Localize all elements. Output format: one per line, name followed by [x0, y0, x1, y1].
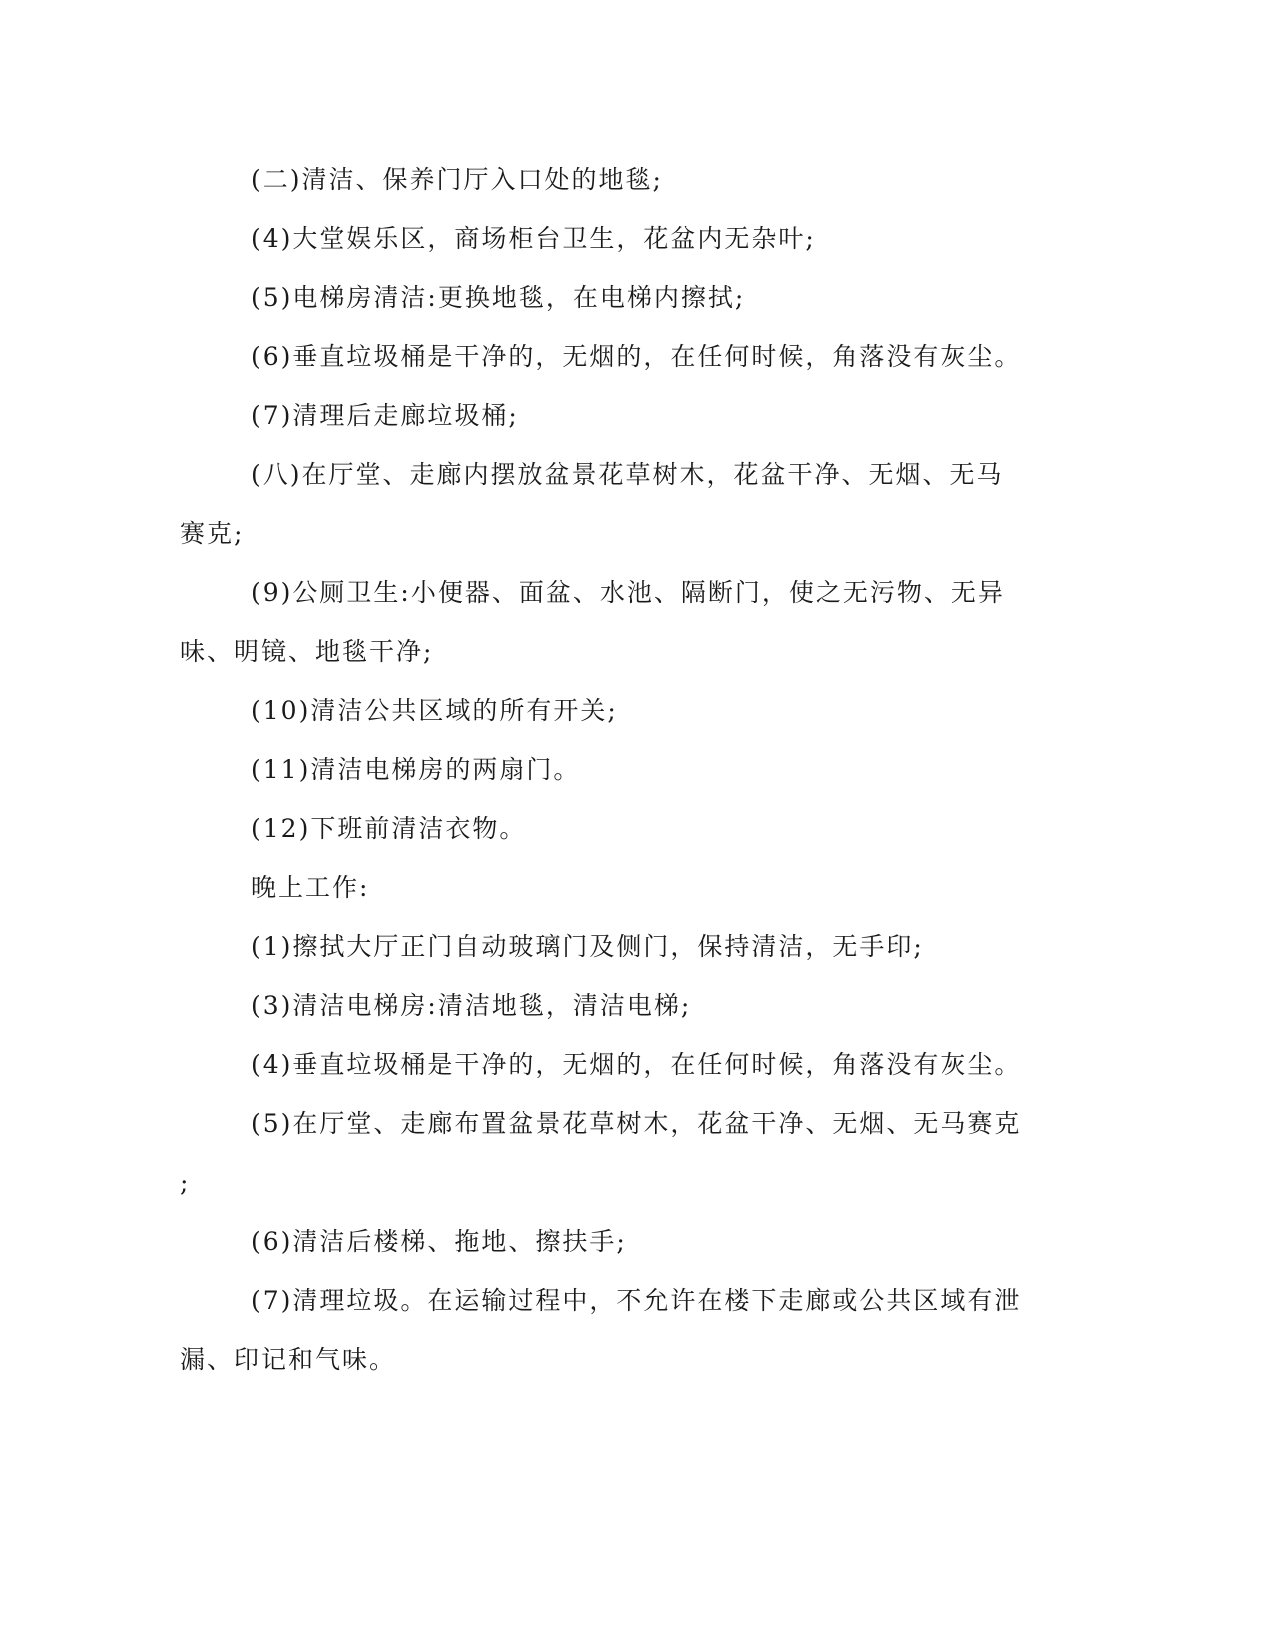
paragraph-line: (7)清理后走廊垃圾桶;	[251, 401, 519, 430]
paragraph-line: (八)在厅堂、走廊内摆放盆景花草树木，花盆干净、无烟、无马	[251, 460, 1004, 489]
paragraph-line: (1)擦拭大厅正门自动玻璃门及侧门，保持清洁，无手印;	[251, 932, 924, 961]
paragraph-line: (6)清洁后楼梯、拖地、擦扶手;	[251, 1227, 627, 1256]
paragraph-line: (9)公厕卫生:小便器、面盆、水池、隔断门，使之无污物、无异	[251, 578, 1005, 607]
paragraph-line: (4)垂直垃圾桶是干净的，无烟的，在任何时候，角落没有灰尘。	[251, 1050, 1022, 1079]
paragraph-continuation-line: 赛克;	[180, 519, 245, 548]
section-heading: 晚上工作:	[251, 873, 370, 902]
paragraph-line: (10)清洁公共区域的所有开关;	[251, 696, 618, 725]
paragraph-line: (12)下班前清洁衣物。	[251, 814, 527, 843]
paragraph-line: (3)清洁电梯房:清洁地毯，清洁电梯;	[251, 991, 692, 1020]
paragraph-continuation-line: 漏、印记和气味。	[180, 1345, 397, 1374]
paragraph-line: (4)大堂娱乐区，商场柜台卫生，花盆内无杂叶;	[251, 224, 816, 253]
paragraph-line: (6)垂直垃圾桶是干净的，无烟的，在任何时候，角落没有灰尘。	[251, 342, 1022, 371]
paragraph-line: (二)清洁、保养门厅入口处的地毯;	[251, 165, 663, 194]
paragraph-continuation-line: ;	[180, 1168, 191, 1197]
paragraph-continuation-line: 味、明镜、地毯干净;	[180, 637, 434, 666]
paragraph-line: (5)在厅堂、走廊布置盆景花草树木，花盆干净、无烟、无马赛克	[251, 1109, 1022, 1138]
paragraph-line: (11)清洁电梯房的两扇门。	[251, 755, 581, 784]
document-body	[180, 150, 1050, 1389]
paragraph-line: (7)清理垃圾。在运输过程中，不允许在楼下走廊或公共区域有泄	[251, 1286, 1022, 1315]
paragraph-line: (5)电梯房清洁:更换地毯，在电梯内擦拭;	[251, 283, 746, 312]
